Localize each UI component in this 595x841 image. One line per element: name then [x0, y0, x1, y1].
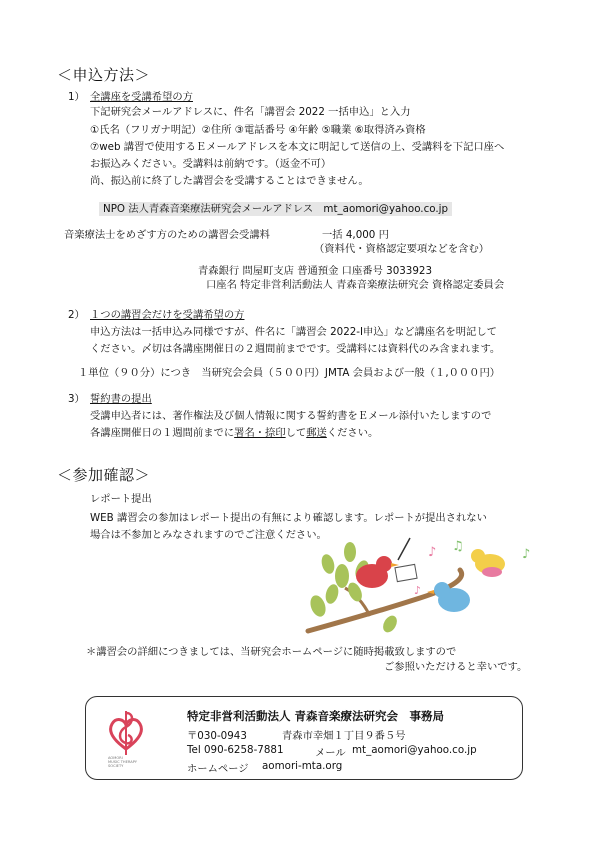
telephone: Tel 090-6258-7881: [187, 744, 284, 756]
report-label: レポート提出: [90, 493, 152, 505]
report-line: 場合は不参加とみなされますのでご注意ください。: [90, 529, 327, 541]
report-line: WEB 講習会の参加はレポート提出の有無により確認します。レポートが提出されない: [90, 512, 487, 524]
leaves-icon: [308, 542, 400, 635]
item3-line: [90, 426, 378, 440]
item2-heading: １つの講習会だけを受講希望の方: [90, 309, 245, 321]
item3-mail: 郵送: [306, 427, 327, 439]
unit-fee-line: １単位（９０分）につき 当研究会会員（５００円）JMTA 会員および一般（１,０００円）: [78, 367, 501, 379]
fee-value: 一括 4,000 円: [322, 229, 389, 241]
detail-note-line: ＊講習会の詳細につきましては、当研究会ホームページに随時掲載致しますので: [86, 646, 457, 658]
organization-name: 特定非営利活動法人 青森音楽療法研究会 事務局: [187, 709, 445, 723]
section-title-participation: ＜参加確認＞: [57, 466, 151, 484]
item1-line: ⑦web 講習で使用するＥメールアドレスを本文に明記して送信の上、受講料を下記口座へ: [90, 141, 505, 153]
item1-heading: 全講座を受講希望の方: [90, 91, 193, 103]
item3-number: 3）: [68, 393, 85, 405]
item2-number: 2）: [68, 309, 85, 321]
homepage-label: ホームページ: [187, 763, 249, 775]
item2-line: ください。〆切は各講座開催日の２週間前までです。受講料には資料代のみ含まれます。: [90, 343, 501, 355]
item1-line: 尚、振込前に終了した講習会を受講することはできません。: [90, 175, 369, 187]
mail-label: メール: [315, 747, 346, 759]
music-note-icon: ♫: [452, 539, 464, 554]
homepage-url[interactable]: aomori-mta.org: [262, 760, 343, 772]
yellow-bird-icon: [471, 549, 505, 577]
mail-address[interactable]: mt_aomori@yahoo.co.jp: [352, 744, 477, 756]
address: 青森市幸畑１丁目９番５号: [282, 730, 406, 742]
music-note-icon: ♪: [522, 547, 531, 562]
treble-heart-logo-icon: [106, 707, 146, 767]
email-address-box: NPO 法人青森音楽療法研究会メールアドレス mt_aomori@yahoo.co.jp: [99, 202, 452, 216]
svg-text:SOCIETY: SOCIETY: [108, 764, 124, 767]
music-sheet-icon: [395, 564, 417, 581]
item3-line-pre: 各講座開催日の１週間前までに: [90, 427, 235, 439]
item1-line: 下記研究会メールアドレスに、件名「講習会 2022 一括申込」と入力: [90, 106, 411, 118]
svg-text:AOMORI: AOMORI: [108, 756, 123, 760]
item2-line: 申込方法は一括申込み同様ですが、件名に「講習会 2022-Ⅰ申込」など講座名を明記して: [90, 326, 497, 338]
item3-line-mid: して: [285, 427, 307, 439]
music-note-icon: ♪: [428, 545, 437, 560]
item1-line: ①氏名（フリガナ明記）②住所 ③電話番号 ④年齢 ⑤職業 ⑥取得済み資格: [90, 124, 426, 136]
detail-note-line: ご参照いただけると幸いです。: [384, 661, 528, 673]
birds-on-branch-illustration: [300, 536, 550, 636]
item3-sign-seal: 署名・捺印: [234, 427, 286, 439]
fee-note: （資料代・資格認定要項などを含む）: [314, 243, 490, 255]
postal-code: 〒030-0943: [187, 730, 247, 742]
section-title-application: ＜申込方法＞: [57, 66, 151, 84]
fee-label: 音楽療法士をめざす方のための講習会受講料: [64, 229, 270, 241]
bank-account-line: 青森銀行 問屋町支店 普通預金 口座番号 3033923: [198, 265, 432, 277]
item1-number: 1）: [68, 91, 85, 103]
item1-line: お振込みください。受講料は前納です。（返金不可）: [90, 158, 332, 170]
item3-line: 受講申込者には、著作権法及び個人情報に関する誓約書をＥメール添付いたしますので: [90, 410, 492, 422]
item3-heading: 誓約書の提出: [90, 393, 152, 405]
blue-bird-icon: [427, 582, 470, 612]
bank-account-name: 口座名 特定非営利活動法人 青森音楽療法研究会 資格認定委員会: [206, 279, 505, 291]
svg-text:MUSIC THERAPY: MUSIC THERAPY: [108, 760, 137, 764]
music-note-icon: ♪: [414, 584, 422, 597]
item3-line-post: ください。: [326, 427, 379, 439]
